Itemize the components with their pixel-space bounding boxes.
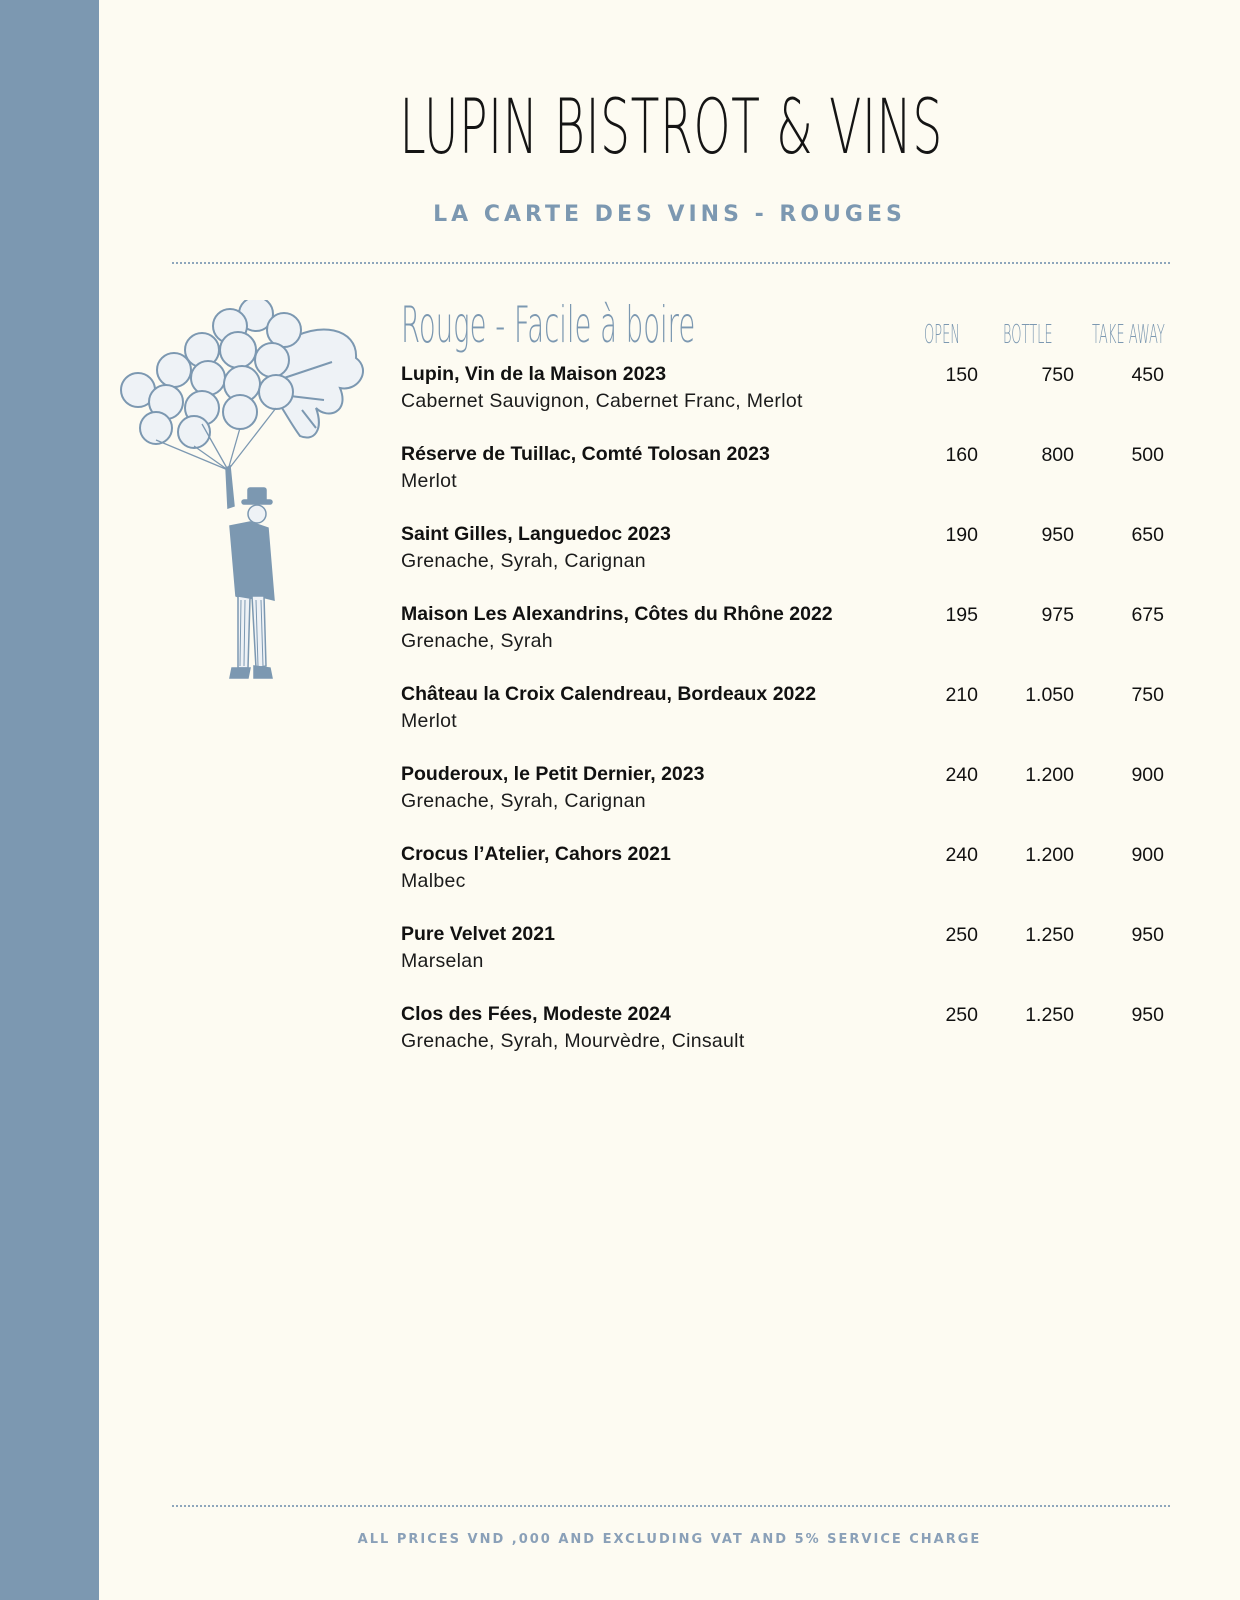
price-bottle: 1.050: [1025, 684, 1074, 706]
column-header-bottle: BOTTLE: [1003, 320, 1053, 350]
price-open: 240: [945, 844, 978, 866]
price-open: 210: [945, 684, 978, 706]
wine-item: [401, 363, 1181, 443]
wine-item: [401, 523, 1181, 603]
wine-grapes: Grenache, Syrah: [401, 630, 553, 652]
price-open: 195: [945, 604, 978, 626]
price-take-away: 900: [1131, 844, 1164, 866]
price-take-away: 650: [1131, 524, 1164, 546]
wine-grapes: Grenache, Syrah, Carignan: [401, 790, 646, 812]
price-take-away: 950: [1131, 1004, 1164, 1026]
wine-grapes: Merlot: [401, 710, 457, 732]
wine-name: Lupin, Vin de la Maison 2023: [401, 363, 667, 385]
column-header-open: OPEN: [924, 320, 961, 350]
wine-item: [401, 843, 1181, 923]
price-bottle: 1.200: [1025, 844, 1074, 866]
section-title: Rouge - Facile à boire: [401, 296, 696, 354]
side-band: [0, 0, 99, 1600]
wine-item: [401, 1003, 1181, 1083]
price-bottle: 1.200: [1025, 764, 1074, 786]
price-bottle: 1.250: [1025, 1004, 1074, 1026]
price-take-away: 500: [1131, 444, 1164, 466]
footer-note: ALL PRICES VND ,000 AND EXCLUDING VAT AND 5% SERVICE CHARGE: [357, 1532, 982, 1547]
price-take-away: 950: [1131, 924, 1164, 946]
price-open: 190: [945, 524, 978, 546]
price-take-away: 750: [1131, 684, 1164, 706]
price-take-away: 675: [1131, 604, 1164, 626]
wine-item: [401, 763, 1181, 843]
price-bottle: 800: [1041, 444, 1074, 466]
price-take-away: 900: [1131, 764, 1164, 786]
wine-grapes: Marselan: [401, 950, 484, 972]
page-subtitle: LA CARTE DES VINS - ROUGES: [433, 202, 906, 227]
man-with-grape-balloons-icon: [118, 300, 378, 690]
wine-name: Clos des Fées, Modeste 2024: [401, 1003, 671, 1025]
wine-grapes: Grenache, Syrah, Mourvèdre, Cinsault: [401, 1030, 745, 1052]
wine-name: Pure Velvet 2021: [401, 923, 555, 945]
wine-item: [401, 683, 1181, 763]
price-open: 160: [945, 444, 978, 466]
wine-name: Réserve de Tuillac, Comté Tolosan 2023: [401, 443, 770, 465]
wine-grapes: Cabernet Sauvignon, Cabernet Franc, Merlot: [401, 390, 803, 412]
wine-item: [401, 603, 1181, 683]
price-open: 250: [945, 924, 978, 946]
wine-item: [401, 443, 1181, 523]
page-title: LUPIN BISTROT & VINS: [399, 82, 943, 171]
price-take-away: 450: [1131, 364, 1164, 386]
price-bottle: 750: [1041, 364, 1074, 386]
price-bottle: 1.250: [1025, 924, 1074, 946]
wine-grapes: Grenache, Syrah, Carignan: [401, 550, 646, 572]
wine-name: Crocus l’Atelier, Cahors 2021: [401, 843, 671, 865]
column-header-take-away: TAKE AWAY: [1092, 320, 1165, 350]
wine-name: Saint Gilles, Languedoc 2023: [401, 523, 671, 545]
wine-grapes: Malbec: [401, 870, 466, 892]
price-open: 240: [945, 764, 978, 786]
wine-name: Pouderoux, le Petit Dernier, 2023: [401, 763, 705, 785]
wine-item: [401, 923, 1181, 1003]
wine-grapes: Merlot: [401, 470, 457, 492]
price-open: 250: [945, 1004, 978, 1026]
bottom-divider: [172, 1505, 1170, 1507]
wine-name: Château la Croix Calendreau, Bordeaux 2022: [401, 683, 817, 705]
wine-name: Maison Les Alexandrins, Côtes du Rhône 2022: [401, 603, 833, 625]
top-divider: [172, 262, 1170, 264]
wine-list: [401, 363, 1181, 1083]
price-open: 150: [945, 364, 978, 386]
price-bottle: 975: [1041, 604, 1074, 626]
price-bottle: 950: [1041, 524, 1074, 546]
